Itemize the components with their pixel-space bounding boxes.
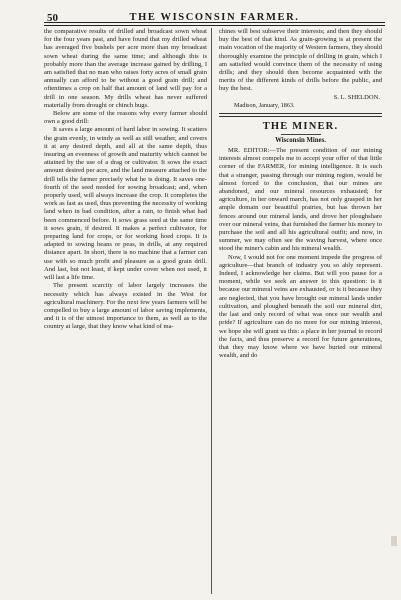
left-column: [44, 28, 207, 594]
left-paragraph: Below are some of the reasons why every farmer should own a good drill:: [44, 110, 207, 126]
section-title: THE MINER.: [262, 121, 339, 133]
section-rule: [219, 113, 382, 114]
column-divider: [211, 28, 212, 594]
title-rule: [281, 134, 321, 135]
page-number: 50: [47, 12, 58, 24]
margin-tab: [391, 536, 397, 546]
header-rule-double: [44, 25, 385, 26]
section-rule-double: [219, 116, 382, 117]
article-title: Wisconsin Mines.: [275, 137, 326, 145]
left-paragraph: It saves a large amount of hard labor in sowing. It scatters the grain evenly, in windy as well as still weather, and covers it at any desired depth, and all at the same depth, thus insuring an evenness of growth and maturity which cannot be attained by the use of a drag or cultivator. It sows the exact amount desired per acre, and the land measure attached to the drill tells the farmer precisely what he is doing. It saves one-fourth of the seed needed for sowing broadcast; and, when properly used, will always increase the crop. It completes the work as fast as used, thus preventing the necessity of working land when in bad condition, after a rain, to finish what had been commenced before. It sows grass seed at the same time it sows grain, if desired. It makes a perfect cultivator, for preparing land for crops, or for working hoed crops. It is adapted to sowing beans or peas, in drills, at any required distance apart. In short, there is no machine that a farmer can use with so much profit and pleasure as a good grain drill. And last, but not least, if kept under cover when not used, it will last a life time.: [44, 126, 207, 282]
miner-paragraph: MR. EDITOR:—The present condition of our mining interests almost compels me to accept your offer of that little corner of the FARMER, for mining intelligence. It is such that a stranger, passing through our mining region, would be almost forced to the conclusion, that our mines are abandoned, and our mineral resources exhausted; for agriculture, in her onward march, has not only grasped in her ample domain our beautiful prairies, but has thrown her fences around our mineral lands, and drove her ploughshare over our mineral veins, that furnished the farmer his money to purchase the soil and all his agricultural outfit; and now, in summer, we may often see the waving harvest, where once stood the miner's cabin and his mineral wealth.: [219, 147, 382, 253]
running-head: THE WISCONSIN FARMER.: [129, 12, 300, 23]
left-paragraph: The present scarcity of labor largely increases the necessity which has always existed in the West for agricultural machinery. For the next few years farmers will be compelled to buy a large amount of labor saving implements, and it is of the utmost importance to them, as well as to the country at large, that they know what kind of ma-: [44, 282, 207, 331]
left-paragraph: the comparative results of drilled and broadcast sown wheat for the four years past, and have found that my drilled wheat has averaged five bushels per acre more than my broadcast sown wheat during the same time; and although this is probably more than the average increase gained by drilling, I am satisfied that no man who raises forty acres of small grain annually can afford to be without a good grain drill; and oftentimes a crop on half that amount of land will pay for a drill in one season. My drills wheat has never suffered materially from drought or chinch bugs.: [44, 28, 207, 109]
dateline: Madison, January, 1863.: [234, 101, 295, 109]
miner-paragraph: Now, I would not for one moment impede the progress of agriculture—that branch of industry you so ably represent. Indeed, I acknowledge her claims. But will you pause for a moment, while we seek an answer to this question: is it because our mineral veins are exhausted, or is it because they are neglected, that you have brought our mineral lands under cultivation, and ploughed beneath the soil our mineral dirt, the last and only record of what was once our wealth and pride? If agriculture can do no more for our mining interest, we hope she will grant us this: a place in her journal to record the facts, and thus preserve a record for future generations, that they may know where we have buried our mineral wealth, and do: [219, 253, 382, 360]
right-column: [219, 28, 382, 594]
drill-article-continuation: chines will best subserve their interests; and then they should buy the best of that kind. As grain-growing is at present the main vocation of the majority of Western farmers, they should thoroughly examine the principle of drilling in grain, which I am satisfied would convince them of the necessity of using drills; and they should then become acquainted with the merits of the different kinds of drills before the public, and buy the best.: [219, 28, 382, 93]
header-rule: [44, 22, 385, 23]
author-signature: S. L. SHELDON.: [333, 93, 380, 101]
